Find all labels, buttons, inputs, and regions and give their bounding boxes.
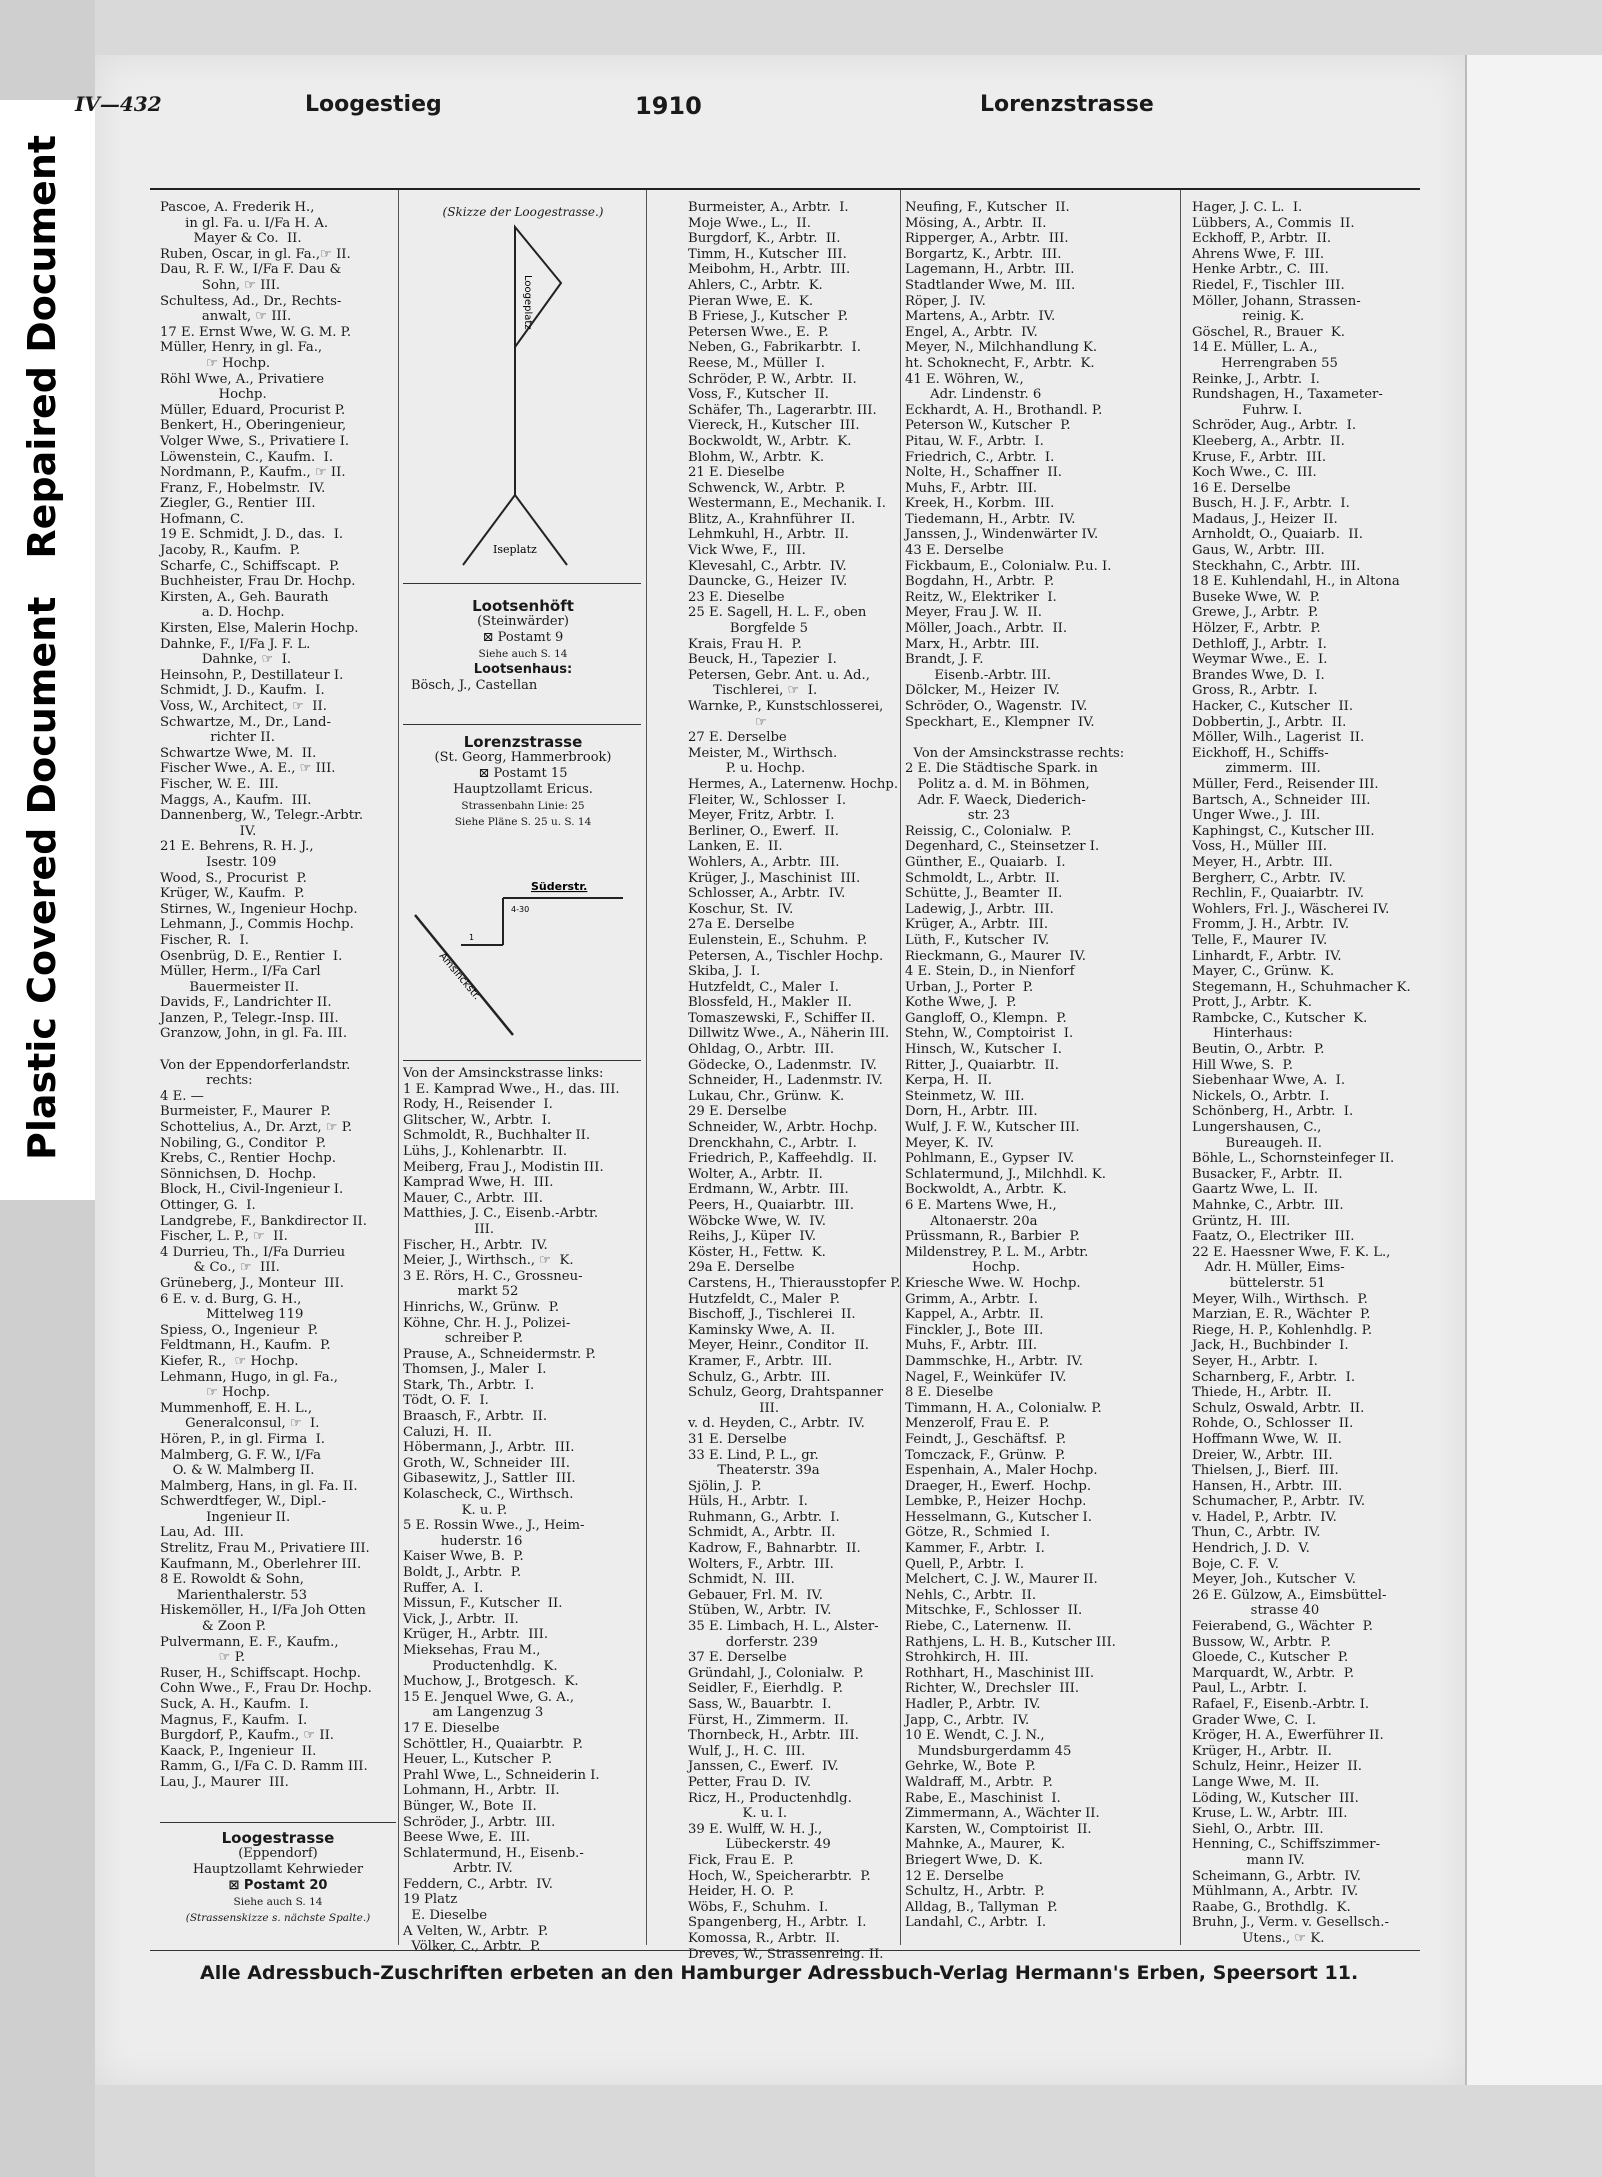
binding-spine xyxy=(0,0,95,2177)
column-divider xyxy=(398,190,399,1945)
column-4-text: Neufing, F., Kutscher II. Mösing, A., Arbtr. II. Ripperger, A., Arbtr. III. Borgartz, K., Arbtr. III. Lagemann, H., Arbtr. III. Stadtlander Wwe, M. III. Röper, J. IV. Martens, A., Arbtr. IV. Engel, A., Arbtr. IV. Meyer, N., Milchhandlung K. ht. Schoknecht, F., Arbtr. K. 41 E. Wöhren, W., Adr. Lindenstr. 6 Eckhardt, A. H., Brothandl. P. Peterson W., Kutscher P. Pitau, W. F., Arbtr. I. Friedrich, C., Arbtr. I. Nolte, H., Schaffner II. Muhs, F., Arbtr. III. Kreek, H., Korbm. III. Tiedemann, H., Arbtr. IV. Janssen, J., Windenwärter IV. 43 E. Derselbe Fickbaum, E., Colonialw. P.u. I. Bogdahn, H., Arbtr. P. Reitz, W., Elektriker I. Meyer, Frau J. W. II. Möller, Joach., Arbtr. II. Marx, H., Arbtr. III. Brandt, J. F. Eisenb.-Arbtr. III. Dölcker, M., Heizer IV. Schröder, O., Wagenstr. IV. Speckhart, E., Klempner IV. Von der Amsinckstrasse rechts: 2 E. Die Städtische Spark. in Politz a. d. M. in Böhmen, Adr. F. Waeck, Diederich- str. 23 Reissig, C., Colonialw. P. Degenhard, C., Steinsetzer I. Günther, E., Quaiarb. I. Schmoldt, L., Arbtr. II. Schütte, J., Beamter II. Ladewig, J., Arbtr. III. Krüger, A., Arbtr. III. Lüth, F., Kutscher IV. Rieckmann, G., Maurer IV. 4 E. Stein, D., in Nienforf Urban, J., Porter P. Kothe Wwe, J. P. Gangloff, O., Klempn. P. Stehn, W., Comptoirist I. Hinsch, W., Kutscher I. Ritter, J., Quaiarbtr. II. Kerpa, H. II. Steinmetz, W. III. Dorn, H., Arbtr. III. Wulf, J. F. W., Kutscher III. Meyer, K. IV. Pohlmann, E., Gypser IV. Schlatermund, J., Milchhdl. K. Bockwoldt, A., Arbtr. K. 6 E. Martens Wwe, H., Altonaerstr. 20a Prüssmann, R., Barbier P. Mildenstrey, P. L. M., Arbtr. Hochp. Kriesche Wwe. W. Hochp. Grimm, A., Arbtr. I. Kappel, A., Arbtr. II. Finckler, J., Bote III. Muhs, F., Arbtr. III. Dammschke, H., Arbtr. IV. Nagel, F., Weinküfer IV. 8 E. Dieselbe Timmann, H. A., Colonialw. P. Menzerolf, Frau E. P. Feindt, J., Geschäftsf. P. Tomczack, F., Grünw. P. Espenhain, A., Maler Hochp. Draeger, H., Ewerf. Hochp. Lembke, P., Heizer Hochp. Hesselmann, G., Kutscher I. Götze, R., Schmied I. Kammer, F., Arbtr. I. Quell, P., Arbtr. I. Melchert, C. J. W., Maurer II. Nehls, C., Arbtr. II. Mitschke, F., Schlosser II. Riebe, C., Laternenw. II. Rathjens, L. H. B., Kutscher III. Strohkirch, H. III. Rothhart, H., Maschinist III. Richter, W., Drechsler III. Hadler, P., Arbtr. IV. Japp, C., Arbtr. IV. 10 E. Wendt, C. J. N., Mundsburgerdamm 45 Gehrke, W., Bote P. Waldraff, M., Arbtr. P. Rabe, E., Maschinist I. Zimmermann, A., Wächter II. Karsten, W., Comptoirist II. Mahnke, A., Maurer, K. Briegert Wwe, D. K. 12 E. Derselbe Schultz, H., Arbtr. P. Alldag, B., Tallyman P. Landahl, C., Arbtr. I. xyxy=(905,200,1125,1931)
spine-label-plastic: Plastic Covered Document xyxy=(20,596,64,1160)
column-2-text: Von der Amsinckstrasse links: 1 E. Kamprad Wwe., H., das. III. Rody, H., Reisender I. Glitscher, W., Arbtr. I. Schmoldt, R., Buchhalter II. Lühs, J., Kohlenarbtr. II. Meiberg, Frau J., Modistin III. Kamprad Wwe, H. III. Mauer, C., Arbtr. III. Matthies, J. C., Eisenb.-Arbtr. III. Fischer, H., Arbtr. IV. Meier, J., Wirthsch., ☞ K. 3 E. Rörs, H. C., Grossneu- markt 52 Hinrichs, W., Grünw. P. Köhne, Chr. H. J., Polizei- schreiber P. Prause, A., Schneidermstr. P. Thomsen, J., Maler I. Stark, Th., Arbtr. I. Tödt, O. F. I. Braasch, F., Arbtr. II. Caluzi, H. II. Höbermann, J., Arbtr. III. Groth, W., Schneider III. Gibasewitz, J., Sattler III. Kolascheck, C., Wirthsch. K. u. P. 5 E. Rossin Wwe., J., Heim- huderstr. 16 Kaiser Wwe, B. P. Boldt, J., Arbtr. P. Ruffer, A. I. Missun, F., Kutscher II. Vick, J., Arbtr. II. Krüger, H., Arbtr. III. Mieksehas, Frau M., Productenhdlg. K. Muchow, J., Brotgesch. K. 15 E. Jenquel Wwe, G. A., am Langenzug 3 17 E. Dieselbe Schöttler, H., Quaiarbtr. P. Heuer, L., Kutscher P. Prahl Wwe, L., Schneiderin I. Lohmann, H., Arbtr. II. Bünger, W., Bote II. Schröder, J., Arbtr. III. Beese Wwe, E. III. Schlatermund, H., Eisenb.- Arbtr. IV. Feddern, C., Arbtr. IV. 19 Platz E. Dieselbe A Velten, W., Arbtr. P. Völker, C., Arbtr. P. xyxy=(403,1066,620,1955)
footer-rule xyxy=(150,1950,1420,1951)
sketch-iseplatz-label: Iseplatz xyxy=(493,543,537,556)
column-divider xyxy=(646,190,647,1945)
lorenzstrasse-postamt: ⊠ Postamt 15 xyxy=(478,766,568,781)
lootsenhoeft-district: (Steinwärder) xyxy=(477,614,569,629)
lorenzstrasse-section xyxy=(403,734,643,830)
sketch-number-label: 4-30 xyxy=(511,905,530,914)
loogestrasse-title: Loogestrasse xyxy=(221,1829,335,1847)
loogestrasse-district: (Eppendorf) xyxy=(238,1846,318,1861)
sketch-number-label: 1 xyxy=(469,933,475,942)
spine-text xyxy=(20,97,64,1160)
sketch-amsinckstr-label: Amsinckstr. xyxy=(436,950,483,1003)
lorenzstrasse-hauptzollamt: Hauptzollamt Ericus. xyxy=(453,782,593,797)
header-year: 1910 xyxy=(635,92,702,120)
loogestrasse-siehe: Siehe auch S. 14 xyxy=(233,1896,323,1908)
column-3-text: Burmeister, A., Arbtr. I. Moje Wwe., L., II. Burgdorf, K., Arbtr. II. Timm, H., Kutscher III. Meibohm, H., Arbtr. III. Ahlers, C., Arbtr. K. Pieran Wwe, E. K. B Friese, J., Kutscher P. Petersen Wwe., E. P. Neben, G., Fabrikarbtr. I. Reese, M., Müller I. Schröder, P. W., Arbtr. II. Voss, F., Kutscher II. Schäfer, Th., Lagerarbtr. III. Viereck, H., Kutscher III. Bockwoldt, W., Arbtr. K. Blohm, W., Arbtr. K. 21 E. Dieselbe Schwenck, W., Arbtr. P. Westermann, E., Mechanik. I. Blitz, A., Krahnführer II. Lehmkuhl, H., Arbtr. II. Vick Wwe, F., III. Klevesahl, C., Arbtr. IV. Dauncke, G., Heizer IV. 23 E. Dieselbe 25 E. Sagell, H. L. F., oben Borgfelde 5 Krais, Frau H. P. Beuck, H., Tapezier I. Petersen, Gebr. Ant. u. Ad., Tischlerei, ☞ I. Warnke, P., Kunstschlosserei, ☞ 27 E. Derselbe Meister, M., Wirthsch. P. u. Hochp. Hermes, A., Laternenw. Hochp. Fleiter, W., Schlosser I. Meyer, Fritz, Arbtr. I. Berliner, O., Ewerf. II. Lanken, E. II. Wohlers, A., Arbtr. III. Krüger, J., Maschinist III. Schlosser, A., Arbtr. IV. Koschur, St. IV. 27a E. Derselbe Eulenstein, E., Schuhm. P. Petersen, A., Tischler Hochp. Skiba, J. I. Hutzfeldt, C., Maler I. Blossfeld, H., Makler II. Tomaszewski, F., Schiffer II. Dillwitz Wwe., A., Näherin III. Ohldag, O., Arbtr. III. Gödecke, O., Ladenmstr. IV. Schneider, H., Ladenmstr. IV. Lukau, Chr., Grünw. K. 29 E. Derselbe Schneider, W., Arbtr. Hochp. Drenckhahn, C., Arbtr. I. Friedrich, P., Kaffeehdlg. II. Wolter, A., Arbtr. II. Erdmann, W., Arbtr. III. Peers, H., Quaiarbtr. III. Wöbcke Wwe, W. IV. Reihs, J., Küper IV. Köster, H., Fettw. K. 29a E. Derselbe Carstens, H., Thierausstopfer P. Hutzfeldt, C., Maler P. Bischoff, J., Tischlerei II. Kaminsky Wwe, A. II. Meyer, Heinr., Conditor II. Kramer, F., Arbtr. III. Schulz, G., Arbtr. III. Schulz, Georg, Drahtspanner III. v. d. Heyden, C., Arbtr. IV. 31 E. Derselbe 33 E. Lind, P. L., gr. Theaterstr. 39a Sjölin, J. P. Hüls, H., Arbtr. I. Ruhmann, G., Arbtr. I. Schmidt, A., Arbtr. II. Kadrow, F., Bahnarbtr. II. Wolters, F., Arbtr. III. Schmidt, N. III. Gebauer, Frl. M. IV. Stüben, W., Arbtr. IV. 35 E. Limbach, H. L., Alster- dorferstr. 239 37 E. Derselbe Gründahl, J., Colonialw. P. Seidler, F., Eierhdlg. P. Sass, W., Bauarbtr. I. Fürst, H., Zimmerm. II. Thornbeck, H., Arbtr. III. Wulf, J., H. C. III. Janssen, C., Ewerf. IV. Petter, Frau D. IV. Ricz, H., Productenhdlg. K. u. I. 39 E. Wulff, W. H. J., Lübeckerstr. 49 Fick, Frau E. P. Hoch, W., Speicherarbtr. P. Heider, H. O. P. Wöbs, F., Schuhm. I. Spangenberg, H., Arbtr. I. Komossa, R., Arbtr. II. Dreves, W., Strassenreing. II. xyxy=(688,200,901,1962)
loogestrasse-sketch xyxy=(403,205,643,565)
box-rule xyxy=(403,583,641,584)
loogestrasse-hauptzollamt: Hauptzollamt Kehrwieder xyxy=(192,1862,364,1877)
column-divider xyxy=(1180,190,1181,1945)
lorenzstrasse-plaene: Siehe Pläne S. 25 u. S. 14 xyxy=(454,816,592,828)
lootsenhoeft-siehe: Siehe auch S. 14 xyxy=(478,648,568,660)
page-header xyxy=(75,92,1175,132)
loogestrasse-postamt: ⊠ Postamt 20 xyxy=(228,1878,328,1893)
header-rule xyxy=(150,188,1420,190)
header-left-street: Loogestieg xyxy=(305,92,442,117)
loogestrasse-section xyxy=(160,1830,396,1926)
footer-notice: Alle Adressbuch-Zuschriften erbeten an den Hamburger Adressbuch-Verlag Hermann's Erben, Speersort 11. xyxy=(200,1962,1359,1984)
lorenzstrasse-sketch xyxy=(403,860,643,1055)
lootsenhoeft-postamt: ⊠ Postamt 9 xyxy=(482,630,564,645)
box-rule xyxy=(160,1822,396,1823)
lorenzstrasse-district: (St. Georg, Hammerbrook) xyxy=(434,750,612,765)
sketch-caption: (Skizze der Loogestrasse.) xyxy=(442,205,604,219)
lootsenhoeft-section xyxy=(403,598,643,694)
lootsenhoeft-title: Lootsenhöft xyxy=(472,597,574,615)
sketch-loogeplatz-label: Loogeplatz xyxy=(522,275,533,330)
box-rule xyxy=(403,1060,641,1061)
column-5-text: Hager, J. C. L. I. Lübbers, A., Commis II. Eckhoff, P., Arbtr. II. Ahrens Wwe, F. III. Henke Arbtr., C. III. Riedel, F., Tischler III. Möller, Johann, Strassen- reinig. K. Göschel, R., Brauer K. 14 E. Müller, L. A., Herrengraben 55 Reinke, J., Arbtr. I. Rundshagen, H., Taxameter- Fuhrw. I. Schröder, Aug., Arbtr. I. Kleeberg, A., Arbtr. II. Kruse, F., Arbtr. III. Koch Wwe., C. III. 16 E. Derselbe Busch, H. J. F., Arbtr. I. Madaus, J., Heizer II. Arnholdt, O., Quaiarb. II. Gaus, W., Arbtr. III. Steckhahn, C., Arbtr. III. 18 E. Kuhlendahl, H., in Altona Buseke Wwe, W. P. Grewe, J., Arbtr. P. Hölzer, F., Arbtr. P. Dethloff, J., Arbtr. I. Weymar Wwe., E. I. Brandes Wwe, D. I. Gross, R., Arbtr. I. Hacker, C., Kutscher II. Dobbertin, J., Arbtr. II. Möller, Wilh., Lagerist II. Eickhoff, H., Schiffs- zimmerm. III. Müller, Ferd., Reisender III. Bartsch, A., Schneider III. Unger Wwe., J. III. Kaphingst, C., Kutscher III. Voss, H., Müller III. Meyer, H., Arbtr. III. Bergherr, C., Arbtr. IV. Rechlin, F., Quaiarbtr. IV. Wohlers, Frl. J., Wäscherei IV. Fromm, J. H., Arbtr. IV. Telle, F., Maurer IV. Linhardt, F., Arbtr. IV. Mayer, C., Grünw. K. Stegemann, H., Schuhmacher K. Prott, J., Arbtr. K. Rambcke, C., Kutscher K. Hinterhaus: Beutin, O., Arbtr. P. Hill Wwe, S. P. Siebenhaar Wwe, A. I. Nickels, O., Arbtr. I. Schönberg, H., Arbtr. I. Lungershausen, C., Bureaugeh. II. Böhle, L., Schornsteinfeger II. Busacker, F., Arbtr. II. Gaartz Wwe, L. II. Mahnke, C., Arbtr. III. Grüntz, H. III. Faatz, O., Electriker III. 22 E. Haessner Wwe, F. K. L., Adr. H. Müller, Eims- büttelerstr. 51 Meyer, Wilh., Wirthsch. P. Marzian, E. R., Wächter P. Riege, H. P., Kohlenhdlg. P. Jack, H., Buchbinder I. Seyer, H., Arbtr. I. Scharnberg, F., Arbtr. I. Thiede, H., Arbtr. II. Schulz, Oswald, Arbtr. II. Rohde, O., Schlosser II. Hoffmann Wwe, W. II. Dreier, W., Arbtr. III. Thielsen, J., Bierf. III. Hansen, H., Arbtr. III. Schumacher, P., Arbtr. IV. v. Hadel, P., Arbtr. IV. Thun, C., Arbtr. IV. Hendrich, J. D. V. Boje, C. F. V. Meyer, Joh., Kutscher V. 26 E. Gülzow, A., Eimsbüttel- strasse 40 Feierabend, G., Wächter P. Bussow, W., Arbtr. P. Gloede, C., Kutscher P. Marquardt, W., Arbtr. P. Paul, L., Arbtr. I. Rafael, F., Eisenb.-Arbtr. I. Grader Wwe, C. I. Kröger, H. A., Ewerführer II. Krüger, H., Arbtr. II. Schulz, Heinr., Heizer II. Lange Wwe, M. II. Löding, W., Kutscher III. Kruse, L. W., Arbtr. III. Siehl, O., Arbtr. III. Henning, C., Schiffszimmer- mann IV. Scheimann, G., Arbtr. IV. Mühlmann, A., Arbtr. IV. Raabe, G., Brothdlg. K. Bruhn, J., Verm. v. Gesellsch.- Utens., ☞ K. xyxy=(1192,200,1411,1946)
box-rule xyxy=(403,724,641,725)
loogestrasse-skizze-note: (Strassenskizze s. nächste Spalte.) xyxy=(185,1912,371,1924)
spine-label-repaired: Repaired Document xyxy=(20,134,64,559)
sketch-suederstr-label: Süderstr. xyxy=(531,880,588,893)
column-1-text: Pascoe, A. Frederik H., in gl. Fa. u. I/Fa H. A. Mayer & Co. II. Ruben, Oscar, in gl. Fa.,☞ II. Dau, R. F. W., I/Fa F. Dau & Sohn, ☞ III. Schultess, Ad., Dr., Rechts- anwalt, ☞ III. 17 E. Ernst Wwe, W. G. M. P. Müller, Henry, in gl. Fa., ☞ Hochp. Röhl Wwe, A., Privatiere Hochp. Müller, Eduard, Procurist P. Benkert, H., Oberingenieur, Volger Wwe, S., Privatiere I. Löwenstein, C., Kaufm. I. Nordmann, P., Kaufm., ☞ II. Franz, F., Hobelmstr. IV. Ziegler, G., Rentier III. Hofmann, C. 19 E. Schmidt, J. D., das. I. Jacoby, R., Kaufm. P. Scharfe, C., Schiffscapt. P. Buchheister, Frau Dr. Hochp. Kirsten, A., Geh. Baurath a. D. Hochp. Kirsten, Else, Malerin Hochp. Dahnke, F., I/Fa J. F. L. Dahnke, ☞ I. Heinsohn, P., Destillateur I. Schmidt, J. D., Kaufm. I. Voss, W., Architect, ☞ II. Schwartze, M., Dr., Land- richter II. Schwartze Wwe, M. II. Fischer Wwe., A. E., ☞ III. Fischer, W. E. III. Maggs, A., Kaufm. III. Dannenberg, W., Telegr.-Arbtr. IV. 21 E. Behrens, R. H. J., Isestr. 109 Wood, S., Procurist P. Krüger, W., Kaufm. P. Stirnes, W., Ingenieur Hochp. Lehmann, J., Commis Hochp. Fischer, R. I. Osenbrüg, D. E., Rentier I. Müller, Herm., I/Fa Carl Bauermeister II. Davids, F., Landrichter II. Janzen, P., Telegr.-Insp. III. Granzow, John, in gl. Fa. III. Von der Eppendorferlandstr. rechts: 4 E. — Burmeister, F., Maurer P. Schottelius, A., Dr. Arzt, ☞ P. Nobiling, G., Conditor P. Krebs, C., Rentier Hochp. Sönnichsen, D. Hochp. Block, H., Civil-Ingenieur I. Ottinger, G. I. Landgrebe, F., Bankdirector II. Fischer, L. P., ☞ II. 4 Durrieu, Th., I/Fa Durrieu & Co., ☞ III. Grüneberg, J., Monteur III. 6 E. v. d. Burg, G. H., Mittelweg 119 Spiess, O., Ingenieur P. Feldtmann, H., Kaufm. P. Kiefer, R., ☞ Hochp. Lehmann, Hugo, in gl. Fa., ☞ Hochp. Mummenhoff, E. H. L., Generalconsul, ☞ I. Hören, P., in gl. Firma I. Malmberg, G. F. W., I/Fa O. & W. Malmberg II. Malmberg, Hans, in gl. Fa. II. Schwerdtfeger, W., Dipl.- Ingenieur II. Lau, Ad. III. Strelitz, Frau M., Privatiere III. Kaufmann, M., Oberlehrer III. 8 E. Rowoldt & Sohn, Marienthalerstr. 53 Hiskemöller, H., I/Fa Joh Otten & Zoon P. Pulvermann, E. F., Kaufm., ☞ P. Ruser, H., Schiffscapt. Hochp. Cohn Wwe., F., Frau Dr. Hochp. Suck, A. H., Kaufm. I. Magnus, F., Kaufm. I. Burgdorf, P., Kaufm., ☞ II. Kaack, P., Ingenieur II. Ramm, G., I/Fa C. D. Ramm III. Lau, J., Maurer III. xyxy=(160,200,372,1790)
page-number: IV—432 xyxy=(75,92,162,116)
header-right-street: Lorenzstrasse xyxy=(980,92,1154,117)
lorenzstrasse-strassenbahn: Strassenbahn Linie: 25 xyxy=(461,800,585,812)
lootsenhaus-entry: Bösch, J., Castellan xyxy=(411,678,538,693)
page-edge xyxy=(1465,55,1602,2085)
lorenzstrasse-title: Lorenzstrasse xyxy=(463,733,583,751)
lootsenhaus-label: Lootsenhaus: xyxy=(473,662,573,677)
